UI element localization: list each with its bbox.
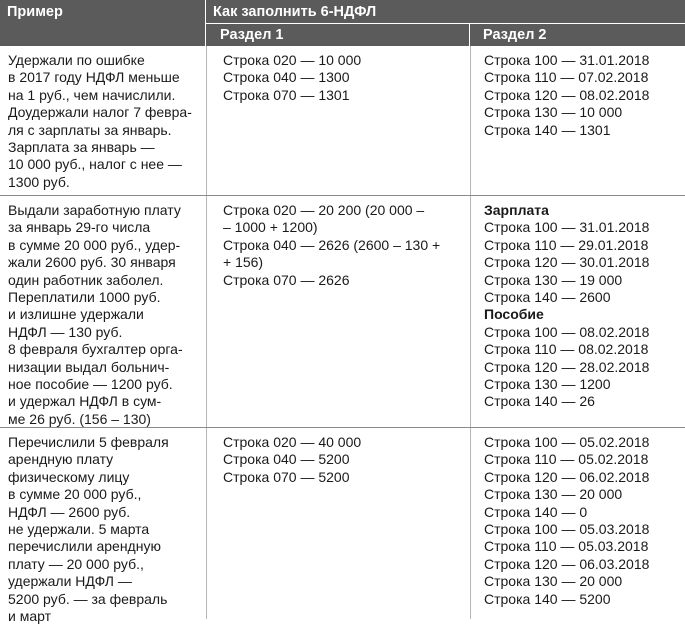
example-text-line: арендную плату [8,451,114,468]
example-text-line: физическому лицу [8,468,130,485]
line-entry: Строка 020 — 10 000 [223,52,362,68]
line-entry: Строка 110 — 08.02.2018 [484,341,649,358]
line-entry: Строка 040 — 1300 [223,69,350,86]
line-entry: Строка 120 — 06.02.2018 [484,468,650,485]
example-text-line: не удержали. 5 марта [8,521,150,538]
example-text-line: НДФЛ — 130 руб. [8,323,123,340]
example-text-line: плату — 20 000 руб., [8,555,144,572]
example-text-line: один работник заболел. [8,271,164,288]
line-entry: Строка 140 — 0 [484,503,588,520]
line-entry: Строка 110 — 07.02.2018 [484,69,649,86]
line-entry: Строка 130 — 20 000 [484,573,623,590]
section1-cell [206,196,469,427]
line-entry: – 1000 + 1200) [223,219,318,236]
line-entry: Строка 110 — 05.02.2018 [484,451,649,468]
example-text-line: 10 000 руб., налог с нее — [8,156,182,173]
subsection-label: Пособие [484,306,544,323]
example-text-line: за январь 29-го числа [8,219,151,236]
line-entry: Строка 040 — 2626 (2600 – 130 + [223,236,441,253]
line-entry: Строка 130 — 10 000 [484,104,623,121]
line-entry: Строка 130 — 19 000 [484,271,623,288]
example-text-line: жали 2600 руб. 30 января [8,254,176,271]
example-text-line: Удержали по ошибке [8,52,145,68]
example-text-line: и излишне удержали [8,306,144,323]
example-text-line: 8 февраля бухгалтер орга- [8,341,183,358]
example-text-line: удержали НДФЛ — [8,573,132,590]
line-entry: Строка 120 — 06.03.2018 [484,555,650,572]
example-text-line: и удержал НДФЛ в сум- [8,393,162,410]
header-section-1: Раздел 1 [206,24,469,46]
line-entry: Строка 100 — 08.02.2018 [484,323,650,340]
line-entry: Строка 130 — 20 000 [484,486,623,503]
example-text-line: и март [8,608,52,625]
example-text-line: низации выдал больнич- [8,358,170,375]
table-row [0,428,685,625]
example-text-line: в сумме 20 000 руб., [8,486,142,503]
subsection-label: Зарплата [484,202,549,218]
example-cell [0,428,205,625]
line-entry: Строка 100 — 05.03.2018 [484,521,650,538]
line-entry: Строка 100 — 31.01.2018 [484,52,650,68]
line-entry: Строка 140 — 5200 [484,590,611,607]
section1-cell [206,428,469,619]
table-row [0,46,685,196]
section2-cell [470,46,685,195]
example-text-line: Переплатили 1000 руб. [8,289,161,306]
example-text-line: Доудержали налог 7 февра- [8,104,192,121]
line-entry: Строка 120 — 30.01.2018 [484,254,650,271]
section2-cell [470,196,685,427]
line-entry: Строка 140 — 1301 [484,121,611,138]
line-entry: Строка 120 — 28.02.2018 [484,358,650,375]
line-entry: Строка 140 — 26 [484,393,595,410]
example-text-line: перечислили арендную [8,538,161,555]
example-text-line: ное пособие — 1200 руб. [8,376,173,393]
example-text-line: 1300 руб. [8,173,70,190]
line-entry: Строка 100 — 05.02.2018 [484,434,650,450]
example-text-line: НДФЛ — 2600 руб. [8,503,131,520]
table-row [0,196,685,428]
line-entry: Строка 070 — 2626 [223,271,350,288]
line-entry: Строка 110 — 05.03.2018 [484,538,649,555]
line-entry: Строка 110 — 29.01.2018 [484,236,649,253]
example-text-line: в сумме 20 000 руб., удер- [8,236,181,253]
line-entry: Строка 130 — 1200 [484,376,611,393]
line-entry: Строка 100 — 31.01.2018 [484,219,650,236]
line-entry: + 156) [223,254,264,271]
example-text-line: ля с зарплаты за январь. [8,121,172,138]
example-text-line: на 1 руб., чем начислили. [8,86,176,103]
line-entry: Строка 070 — 5200 [223,468,350,485]
example-text-line: Выдали заработную плату [8,202,181,218]
header-how-to-fill: Как заполнить 6-НДФЛ [206,0,685,23]
line-entry: Строка 040 — 5200 [223,451,350,468]
example-cell [0,46,205,195]
example-text-line: ме 26 руб. (156 – 130) [8,410,151,427]
header-example: Пример [0,0,205,46]
line-entry: Строка 120 — 08.02.2018 [484,86,650,103]
example-text-line: Перечислили 5 февраля [8,434,169,450]
line-entry: Строка 070 — 1301 [223,86,350,103]
example-text-line: в 2017 году НДФЛ меньше [8,69,180,86]
section1-cell [206,46,469,195]
line-entry: Строка 020 — 20 200 (20 000 – [223,202,425,218]
header-section-2: Раздел 2 [470,24,685,46]
example-text-line: 5200 руб. — за февраль [8,590,168,607]
section2-cell [470,428,685,619]
line-entry: Строка 140 — 2600 [484,289,611,306]
example-cell [0,196,205,427]
line-entry: Строка 020 — 40 000 [223,434,362,450]
example-text-line: Зарплата за январь — [8,139,155,156]
